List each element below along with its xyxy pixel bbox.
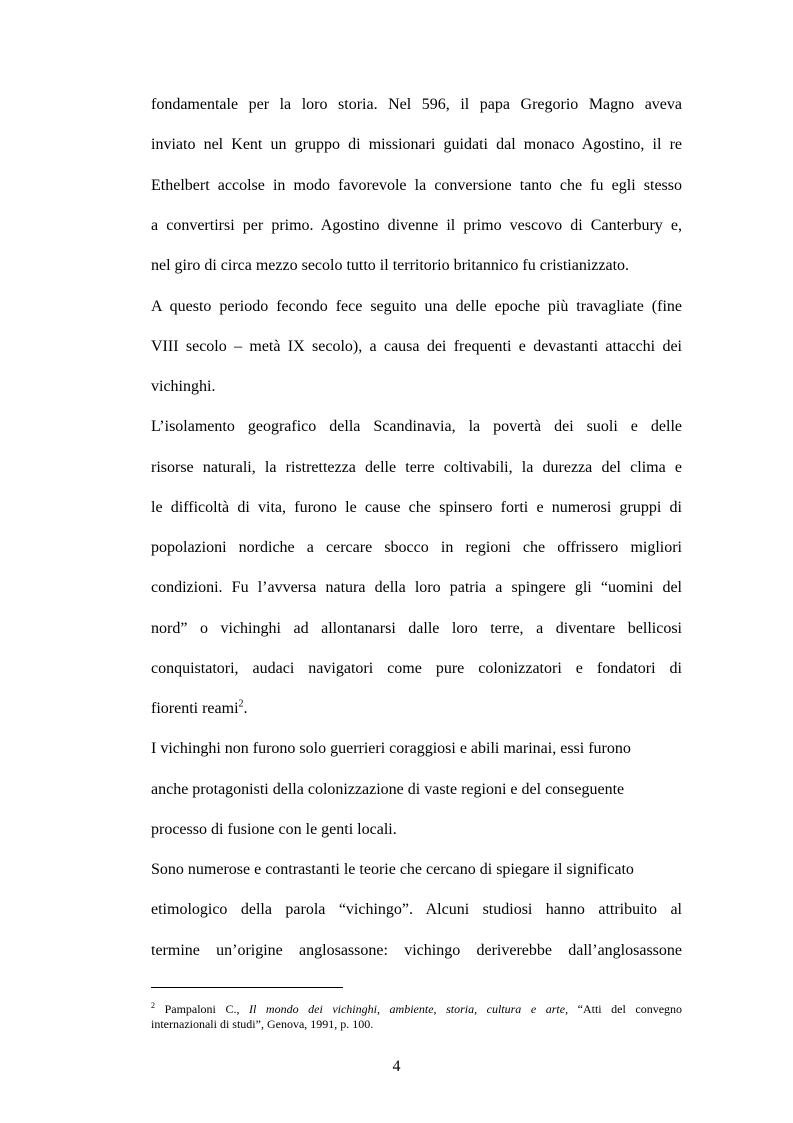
footnote-separator	[151, 987, 343, 988]
body-line: inviato nel Kent un gruppo di missionari guidati dal monaco Agostino, il re	[151, 136, 682, 153]
footnote-rest: , “Atti del convegno	[565, 1002, 683, 1016]
page-number: 4	[392, 1058, 401, 1075]
footnote-title: Il mondo dei vichinghi, ambiente, storia, cultura e arte	[249, 1002, 566, 1016]
body-line: le difficoltà di vita, furono le cause che spinsero forti e numerosi gruppi di	[151, 499, 682, 516]
body-line: risorse naturali, la ristrettezza delle terre coltivabili, la durezza del clima e	[151, 459, 682, 476]
body-line: fondamentale per la loro storia. Nel 596, il papa Gregorio Magno aveva	[151, 96, 682, 113]
body-line: anche protagonisti della colonizzazione di vaste regioni e del conseguente	[151, 781, 625, 798]
body-line: processo di fusione con le genti locali.	[151, 821, 397, 838]
footnote-line	[151, 1001, 682, 1017]
body-line: conquistatori, audaci navigatori come pure colonizzatori e fondatori di	[151, 660, 682, 677]
body-line: a convertirsi per primo. Agostino divenne il primo vescovo di Canterbury e,	[151, 217, 682, 234]
body-line: nel giro di circa mezzo secolo tutto il territorio britannico fu cristianizzato.	[151, 257, 630, 274]
footnote-author: Pampaloni C.,	[164, 1002, 240, 1016]
body-line: vichinghi.	[151, 378, 216, 395]
footnote-marker: 2	[151, 1001, 155, 1010]
body-line: Ethelbert accolse in modo favorevole la conversione tanto che fu egli stesso	[151, 177, 682, 194]
body-line: A questo periodo fecondo fece seguito una delle epoche più travagliate (fine	[151, 298, 682, 315]
body-line: nord” o vichinghi ad allontanarsi dalle loro terre, a diventare bellicosi	[151, 620, 682, 637]
body-line-with-footnote-ref	[151, 699, 682, 719]
body-line: Sono numerose e contrastanti le teorie che cercano di spiegare il significato	[151, 861, 634, 878]
body-line: L’isolamento geografico della Scandinavia, la povertà dei suoli e delle	[151, 418, 682, 435]
footnote-line: internazionali di studi”, Genova, 1991, p. 100.	[151, 1017, 374, 1031]
body-line-text: fiorenti reami	[151, 700, 239, 717]
footnote-reference: 2	[238, 698, 244, 710]
body-line: popolazioni nordiche a cercare sbocco in regioni che offrissero migliori	[151, 539, 682, 556]
body-line: I vichinghi non furono solo guerrieri coraggiosi e abili marinai, essi furono	[151, 740, 631, 757]
body-line-period: .	[243, 700, 248, 717]
body-line: etimologico della parola “vichingo”. Alcuni studiosi hanno attribuito al	[151, 901, 682, 918]
body-line: VIII secolo – metà IX secolo), a causa dei frequenti e devastanti attacchi dei	[151, 338, 682, 355]
body-line: condizioni. Fu l’avversa natura della loro patria a spingere gli “uomini del	[151, 579, 682, 596]
body-line: termine un’origine anglosassone: vichingo deriverebbe dall’anglosassone	[151, 942, 682, 959]
